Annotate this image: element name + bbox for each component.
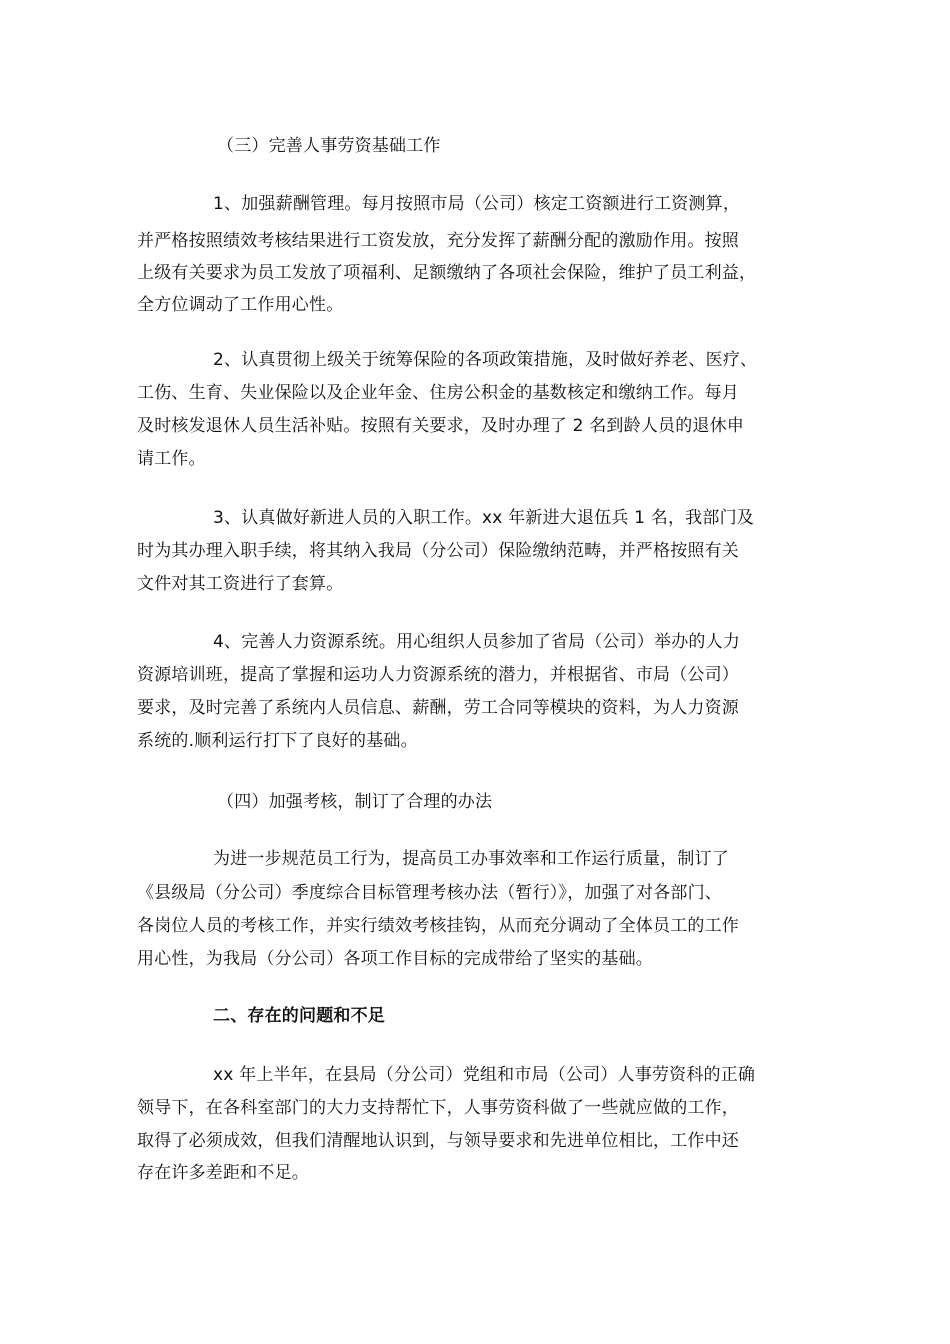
paragraph-5-line-1: 为进一步规范员工行为，提高员工办事效率和工作运行质量，制订了	[213, 849, 729, 869]
paragraph-2-line-4: 请工作。	[137, 449, 206, 469]
paragraph-3-line-2: 时为其办理入职手续，将其纳入我局（分公司）保险缴纳范畴，并严格按照有关	[137, 541, 739, 561]
paragraph-1-line-1: 1、加强薪酬管理。每月按照市局（公司）核定工资额进行工资测算，	[213, 194, 741, 214]
paragraph-1-line-2: 并严格按照绩效考核结果进行工资发放，充分发挥了薪酬分配的激励作用。按照	[137, 231, 739, 251]
paragraph-3-line-1: 3、认真做好新进人员的入职工作。xx 年新进大退伍兵 1 名，我部门及	[213, 508, 754, 528]
paragraph-3-line-3: 文件对其工资进行了套算。	[137, 574, 344, 594]
paragraph-2-line-1: 2、认真贯彻上级关于统筹保险的各项政策措施，及时做好养老、医疗、	[213, 350, 758, 370]
part-two-heading: 二、存在的问题和不足	[213, 1006, 385, 1026]
paragraph-6-line-4: 存在许多差距和不足。	[137, 1163, 309, 1183]
paragraph-5-line-3: 各岗位人员的考核工作，并实行绩效考核挂钩，从而充分调动了全体员工的工作	[137, 916, 739, 936]
paragraph-6-line-1: xx 年上半年，在县局（分公司）党组和市局（公司）人事劳资科的正确	[213, 1065, 756, 1085]
section-heading-3: （三）完善人事劳资基础工作	[217, 136, 441, 156]
paragraph-5-line-2: 《县级局（分公司）季度综合目标管理考核办法（暂行）》，加强了对各部门、	[137, 883, 722, 903]
paragraph-4-line-2: 资源培训班，提高了掌握和运功人力资源系统的潜力，并根据省、市局（公司）	[137, 665, 739, 685]
paragraph-6-line-2: 领导下，在各科室部门的大力支持帮忙下，人事劳资科做了一些就应做的工作，	[137, 1098, 739, 1118]
paragraph-6-line-3: 取得了必须成效，但我们清醒地认识到，与领导要求和先进单位相比，工作中还	[137, 1131, 739, 1151]
paragraph-1-line-3: 上级有关要求为员工发放了项福利、足额缴纳了各项社会保险，维护了员工利益，	[137, 263, 757, 283]
paragraph-4-line-3: 要求，及时完善了系统内人员信息、薪酬，劳工合同等模块的资料，为人力资源	[137, 698, 739, 718]
paragraph-5-line-4: 用心性，为我局（分公司）各项工作目标的完成带给了坚实的基础。	[137, 949, 653, 969]
section-heading-4: （四）加强考核，制订了合理的办法	[217, 792, 493, 812]
paragraph-2-line-3: 及时核发退休人员生活补贴。按照有关要求，及时办理了 2 名到龄人员的退休申	[137, 416, 745, 436]
paragraph-1-line-4: 全方位调动了工作用心性。	[137, 295, 344, 315]
paragraph-4-line-1: 4、完善人力资源系统。用心组织人员参加了省局（公司）举办的人力	[213, 632, 741, 652]
paragraph-4-line-4: 系统的.顺利运行打下了良好的基础。	[137, 731, 418, 751]
paragraph-2-line-2: 工伤、生育、失业保险以及企业年金、住房公积金的基数核定和缴纳工作。每月	[137, 383, 739, 403]
